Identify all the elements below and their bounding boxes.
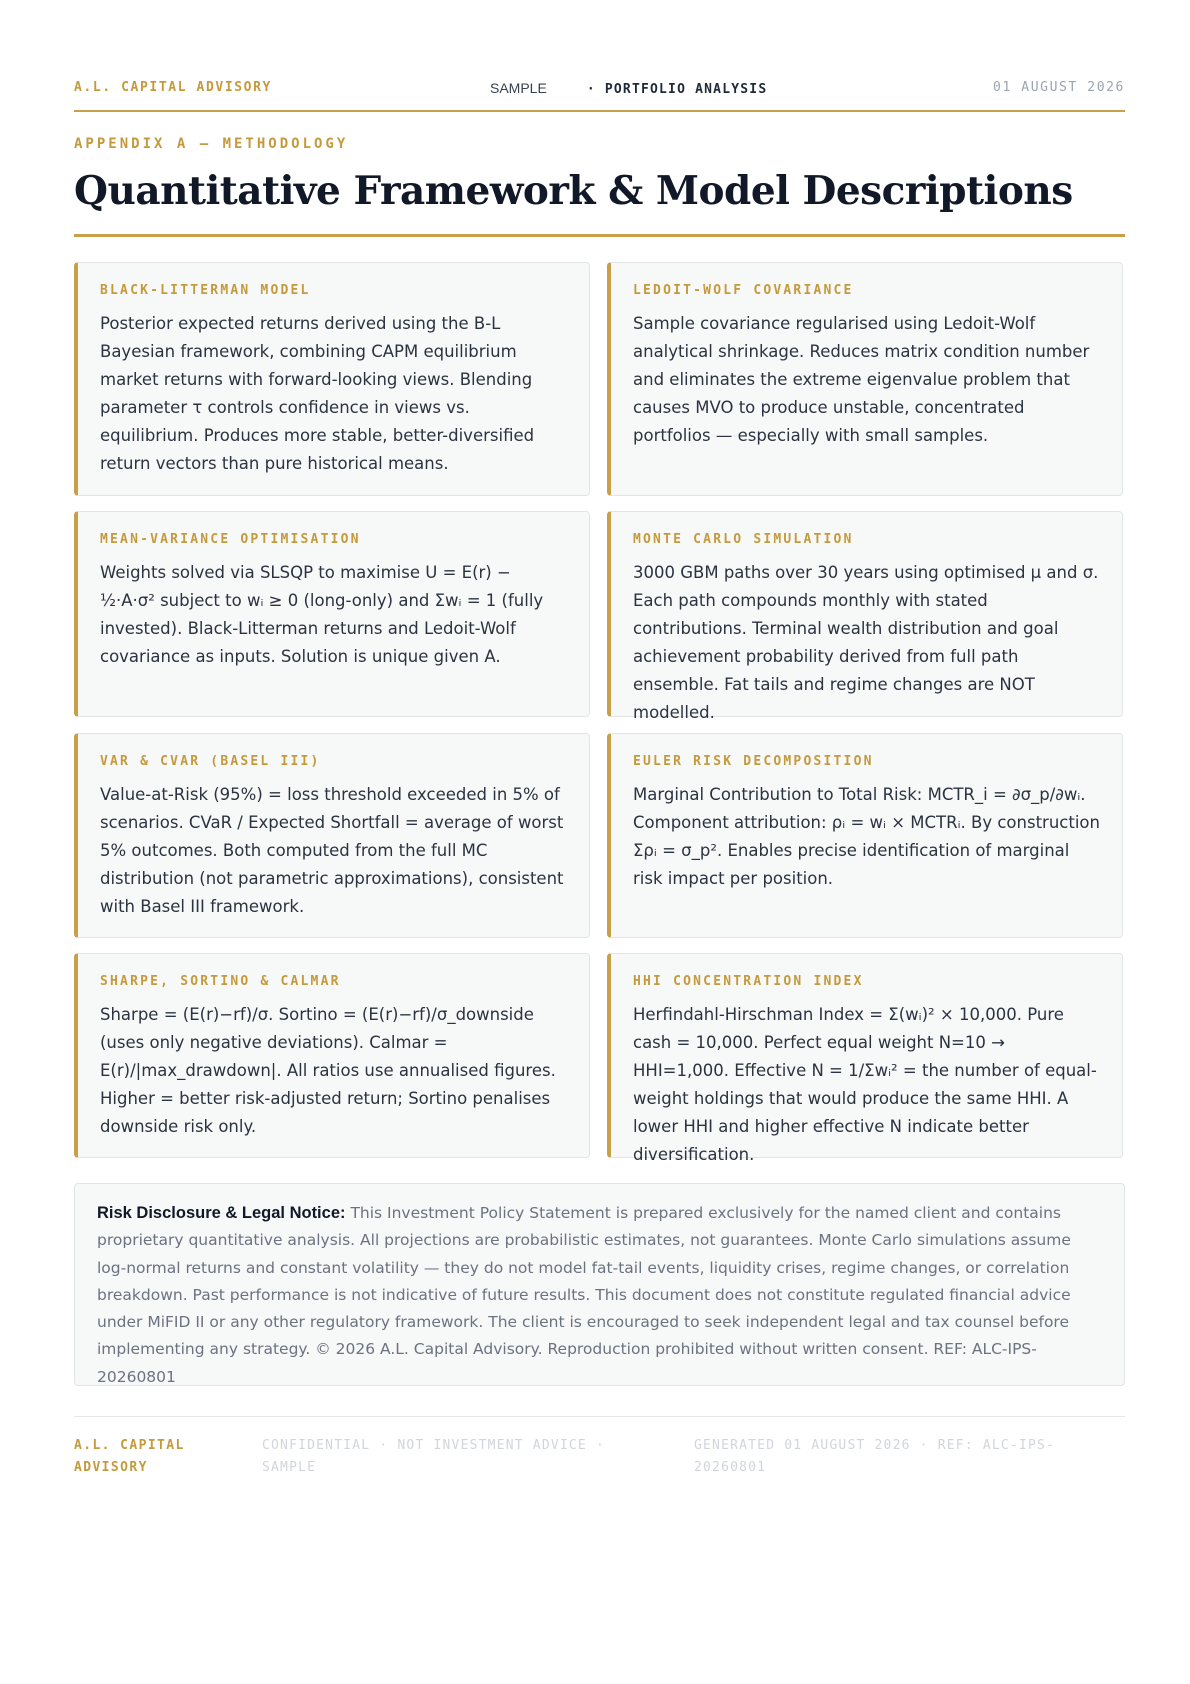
card-body: Sample covariance regularised using Ledoit-Wolf analytical shrinkage. Reduces matrix condition number and eliminates the extreme eigenvalue problem that causes MVO to produce unstable, concentrated portfolios — especially with small samples. [633,314,1090,445]
appendix-label: APPENDIX A — METHODOLOGY [74,136,349,152]
card-black-litterman [74,262,590,496]
header-brand: A.L. CAPITAL ADVISORY [74,80,272,95]
card-title: HHI CONCENTRATION INDEX [633,974,864,989]
card-monte-carlo [607,511,1123,722]
card-body: Value-at-Risk (95%) = loss threshold exceeded in 5% of scenarios. CVaR / Expected Shortfall = average of worst 5% outcomes. Both computed from the full MC distribution (not parametric approximations), consistent with Basel III framework. [100,785,564,916]
card-ledoit-wolf [607,262,1123,496]
card-title: MONTE CARLO SIMULATION [633,532,854,547]
card-title: SHARPE, SORTINO & CALMAR [100,974,341,989]
risk-disclosure [74,1183,1125,1386]
card-body: 3000 GBM paths over 30 years using optimised μ and σ. Each path compounds monthly with stated contributions. Terminal wealth distribution and goal achievement probability derived from full path ensemble. Fat tails and regime changes are NOT modelled. [633,563,1099,722]
header-center [490,80,767,97]
disclosure-text [97,1200,1102,1391]
card-var-cvar [74,733,590,938]
page-footer [74,1416,1125,1475]
card-sharpe-sortino-calmar [74,953,590,1158]
card-hhi-concentration [607,953,1123,1164]
disclosure-label: Risk Disclosure & Legal Notice: [97,1204,346,1222]
card-title: VAR & CVAR (BASEL III) [100,754,321,769]
card-title: BLACK-LITTERMAN MODEL [100,283,311,298]
card-title: MEAN-VARIANCE OPTIMISATION [100,532,361,547]
card-title: LEDOIT-WOLF COVARIANCE [633,283,854,298]
card-body: Sharpe = (E(r)−rf)/σ. Sortino = (E(r)−rf)/σ_downside (uses only negative deviations). Calmar = E(r)/|max_drawdown|. All ratios use annualised figures. Higher = better risk-adjusted return; Sortino penalises downside risk only. [100,1005,556,1136]
card-euler-risk [607,733,1123,938]
footer-generated: GENERATED 01 AUGUST 2026 · REF: ALC-IPS-20260801 [694,1438,1056,1475]
card-body: Weights solved via SLSQP to maximise U = E(r) − ½·A·σ² subject to wᵢ ≥ 0 (long-only) and Σwᵢ = 1 (fully invested). Black-Litterman returns and Ledoit-Wolf covariance as inputs. Solution is unique given A. [100,563,544,666]
card-title: EULER RISK DECOMPOSITION [633,754,874,769]
card-body: Posterior expected returns derived using the B-L Bayesian framework, combining CAPM equilibrium market returns with forward-looking views. Blending parameter τ controls confidence in views vs. equilibrium. Produces more stable, better-diversified return vectors than pure historical means. [100,314,535,473]
header-section: · PORTFOLIO ANALYSIS [586,82,768,97]
header-date: 01 AUGUST 2026 [993,80,1125,95]
page-header [74,80,1125,112]
card-body: Marginal Contribution to Total Risk: MCTR_i = ∂σ_p/∂wᵢ. Component attribution: ρᵢ = wᵢ × MCTRᵢ. By construction Σρᵢ = σ_p². Enables precise identification of marginal risk impact per position. [633,785,1100,888]
card-mean-variance [74,511,590,717]
card-body: Herfindahl-Hirschman Index = Σ(wᵢ)² × 10,000. Pure cash = 10,000. Perfect equal weight N=10 → HHI=1,000. Effective N = 1/Σwᵢ² = the number of equal-weight holdings that would produce the same HHI. A lower HHI and higher effective N indicate better diversification. [633,1005,1097,1164]
footer-confidential: CONFIDENTIAL · NOT INVESTMENT ADVICE · SAMPLE [262,1438,606,1475]
footer-brand: A.L. CAPITAL ADVISORY [74,1438,185,1475]
title-divider [74,234,1125,237]
sample-label: SAMPLE [490,80,547,96]
disclosure-body: This Investment Policy Statement is prepared exclusively for the named client and contains proprietary quantitative analysis. All projections are probabilistic estimates, not guarantees. Monte Carlo simulations assume log-normal returns and constant volatility — they do not model fat-tail events, liquidity crises, regime changes, or correlation breakdown. Past performance is not indicative of future results. This document does not constitute regulated financial advice under MiFID II or any other regulatory framework. The client is encouraged to seek independent legal and tax counsel before implementing any strategy. © 2026 A.L. Capital Advisory. Reproduction prohibited without written consent. REF: ALC-IPS-20260801 [97,1204,1071,1386]
page-title: Quantitative Framework & Model Descriptions [74,168,1073,214]
